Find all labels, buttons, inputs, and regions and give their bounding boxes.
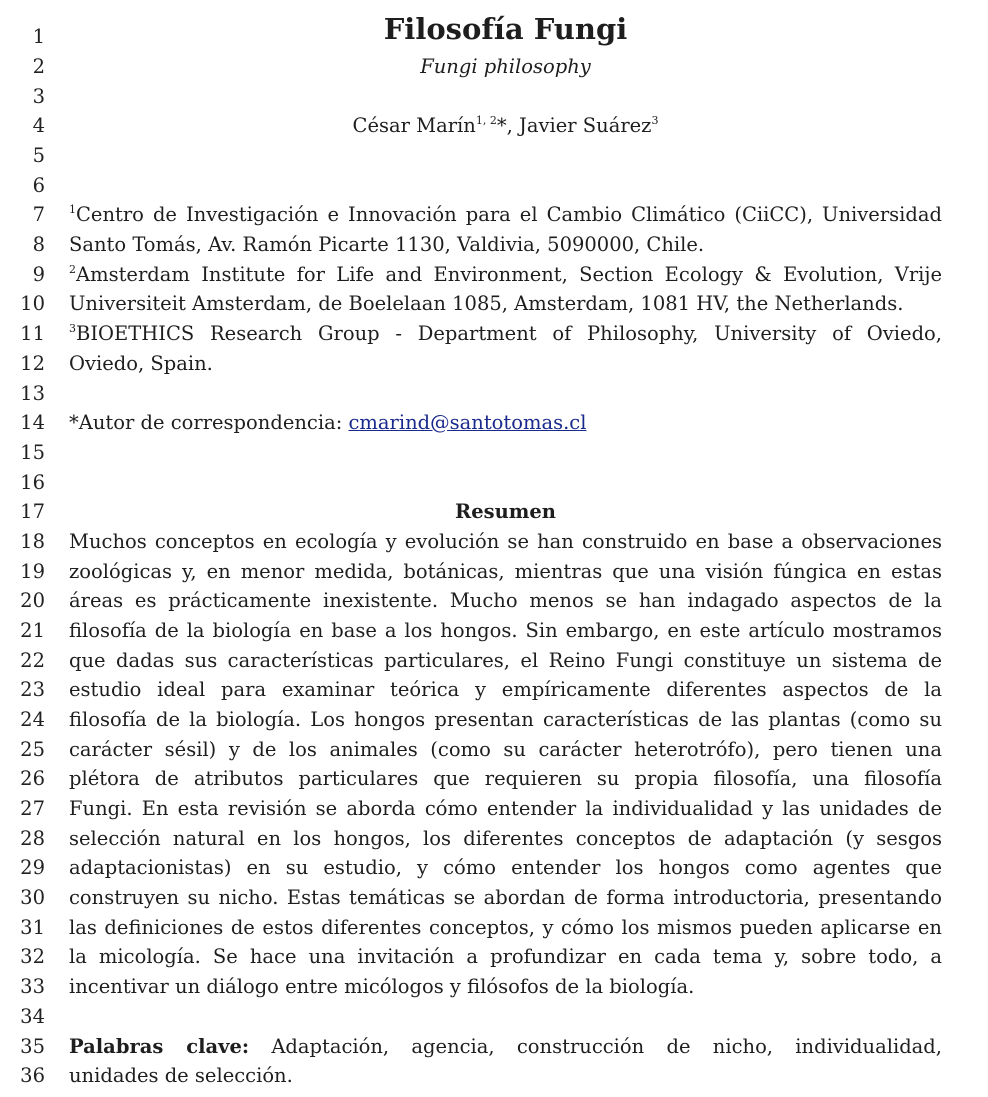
correspondence-email-link[interactable]: cmarind@santotomas.cl	[348, 411, 587, 434]
author-affiliation-marker: 1, 2	[475, 114, 497, 127]
abstract-heading: Resumen	[455, 500, 556, 523]
line-number: 10	[20, 292, 45, 315]
line-number: 13	[20, 382, 45, 405]
author-list	[69, 114, 942, 138]
line-number: 22	[20, 649, 45, 672]
line-number: 3	[32, 85, 45, 108]
line-number: 30	[20, 886, 45, 909]
abstract-line: plétora de atributos particulares que requieren su propia filosofía, una filosofía	[69, 767, 942, 790]
line-number: 2	[32, 55, 45, 78]
line-number: 33	[20, 975, 45, 998]
line-number: 35	[20, 1035, 45, 1058]
line-number: 20	[20, 589, 45, 612]
abstract-line: filosofía de la biología en base a los hongos. Sin embargo, en este artículo mostramos	[69, 619, 942, 642]
line-number: 7	[32, 203, 45, 226]
abstract-line: filosofía de la biología. Los hongos presentan características de las plantas (como su	[69, 708, 942, 731]
abstract-line: la micología. Se hace una invitación a profundizar en cada tema y, sobre todo, a	[69, 945, 942, 968]
line-number: 5	[32, 144, 45, 167]
abstract-line: construyen su nicho. Estas temáticas se abordan de forma introductoria, presentando	[69, 886, 942, 909]
abstract-line: carácter sésil) y de los animales (como su carácter heterotrófo), pero tienen una	[69, 738, 942, 761]
abstract-line: selección natural en los hongos, los diferentes conceptos de adaptación (y sesgos	[69, 827, 942, 850]
author-name: Javier Suárez	[519, 114, 652, 137]
abstract-line: áreas es prácticamente inexistente. Mucho menos se han indagado aspectos de la	[69, 589, 942, 612]
line-number: 27	[20, 797, 45, 820]
author-affiliation-marker: 3	[651, 114, 659, 127]
abstract-line: estudio ideal para examinar teórica y empíricamente diferentes aspectos de la	[69, 678, 942, 701]
line-number: 17	[20, 500, 45, 523]
line-number: 14	[20, 411, 45, 434]
abstract-line: las definiciones de estos diferentes conceptos, y cómo los mismos pueden aplicarse en	[69, 916, 942, 939]
line-number: 12	[20, 352, 45, 375]
affiliation-3-line-2: Oviedo, Spain.	[69, 352, 213, 375]
correspondence-line	[69, 411, 942, 435]
line-number: 15	[20, 441, 45, 464]
affiliation-2-line-1	[69, 263, 942, 287]
line-number: 11	[20, 322, 45, 345]
author-name: César Marín	[352, 114, 476, 137]
abstract-line: que dadas sus características particulares, el Reino Fungi constituye un sistema de	[69, 649, 942, 672]
keywords-line-1	[69, 1035, 942, 1059]
line-number: 31	[20, 916, 45, 939]
line-number: 19	[20, 560, 45, 583]
abstract-line: Fungi. En esta revisión se aborda cómo entender la individualidad y las unidades de	[69, 797, 942, 820]
line-number: 36	[20, 1064, 45, 1087]
abstract-line: zoológicas y, en menor medida, botánicas, mientras que una visión fúngica en estas	[69, 560, 942, 583]
line-number: 18	[20, 530, 45, 553]
corresponding-marker: *	[496, 114, 507, 137]
line-number: 32	[20, 945, 45, 968]
line-number: 1	[32, 25, 45, 48]
line-number: 29	[20, 856, 45, 879]
line-number: 6	[32, 174, 45, 197]
line-number: 34	[20, 1005, 45, 1028]
line-number: 9	[32, 263, 45, 286]
affiliation-2-line-2: Universiteit Amsterdam, de Boelelaan 1085, Amsterdam, 1081 HV, the Netherlands.	[69, 292, 904, 315]
line-number: 21	[20, 619, 45, 642]
affiliation-text: Amsterdam Institute for Life and Environment, Section Ecology & Evolution, Vrije	[76, 263, 942, 286]
affiliation-marker: 2	[69, 263, 76, 276]
line-number: 16	[20, 471, 45, 494]
author-separator: ,	[506, 114, 520, 137]
line-number: 4	[32, 114, 45, 137]
line-number: 8	[32, 233, 45, 256]
affiliation-marker: 3	[69, 322, 76, 335]
abstract-line: incentivar un diálogo entre micólogos y filósofos de la biología.	[69, 975, 695, 998]
keywords-label: Palabras clave:	[69, 1035, 250, 1058]
affiliation-1-line-2: Santo Tomás, Av. Ramón Picarte 1130, Valdivia, 5090000, Chile.	[69, 233, 705, 256]
line-number: 24	[20, 708, 45, 731]
keywords-text: Adaptación, agencia, construcción de nicho, individualidad,	[249, 1035, 942, 1058]
affiliation-text: Centro de Investigación e Innovación para el Cambio Climático (CiiCC), Universidad	[76, 203, 942, 226]
abstract-line: Muchos conceptos en ecología y evolución se han construido en base a observaciones	[69, 530, 942, 553]
affiliation-marker: 1	[69, 203, 76, 216]
abstract-line: adaptacionistas) en su estudio, y cómo entender los hongos como agentes que	[69, 856, 942, 879]
line-number: 28	[20, 827, 45, 850]
affiliation-3-line-1	[69, 322, 942, 346]
correspondence-label: *Autor de correspondencia:	[69, 411, 349, 434]
paper-subtitle: Fungi philosophy	[420, 55, 591, 78]
affiliation-text: BIOETHICS Research Group - Department of Philosophy, University of Oviedo,	[76, 322, 942, 345]
affiliation-1-line-1	[69, 203, 942, 227]
line-number: 23	[20, 678, 45, 701]
line-number: 26	[20, 767, 45, 790]
line-number: 25	[20, 738, 45, 761]
keywords-line-2: unidades de selección.	[69, 1064, 293, 1087]
paper-title: Filosofía Fungi	[383, 12, 628, 46]
